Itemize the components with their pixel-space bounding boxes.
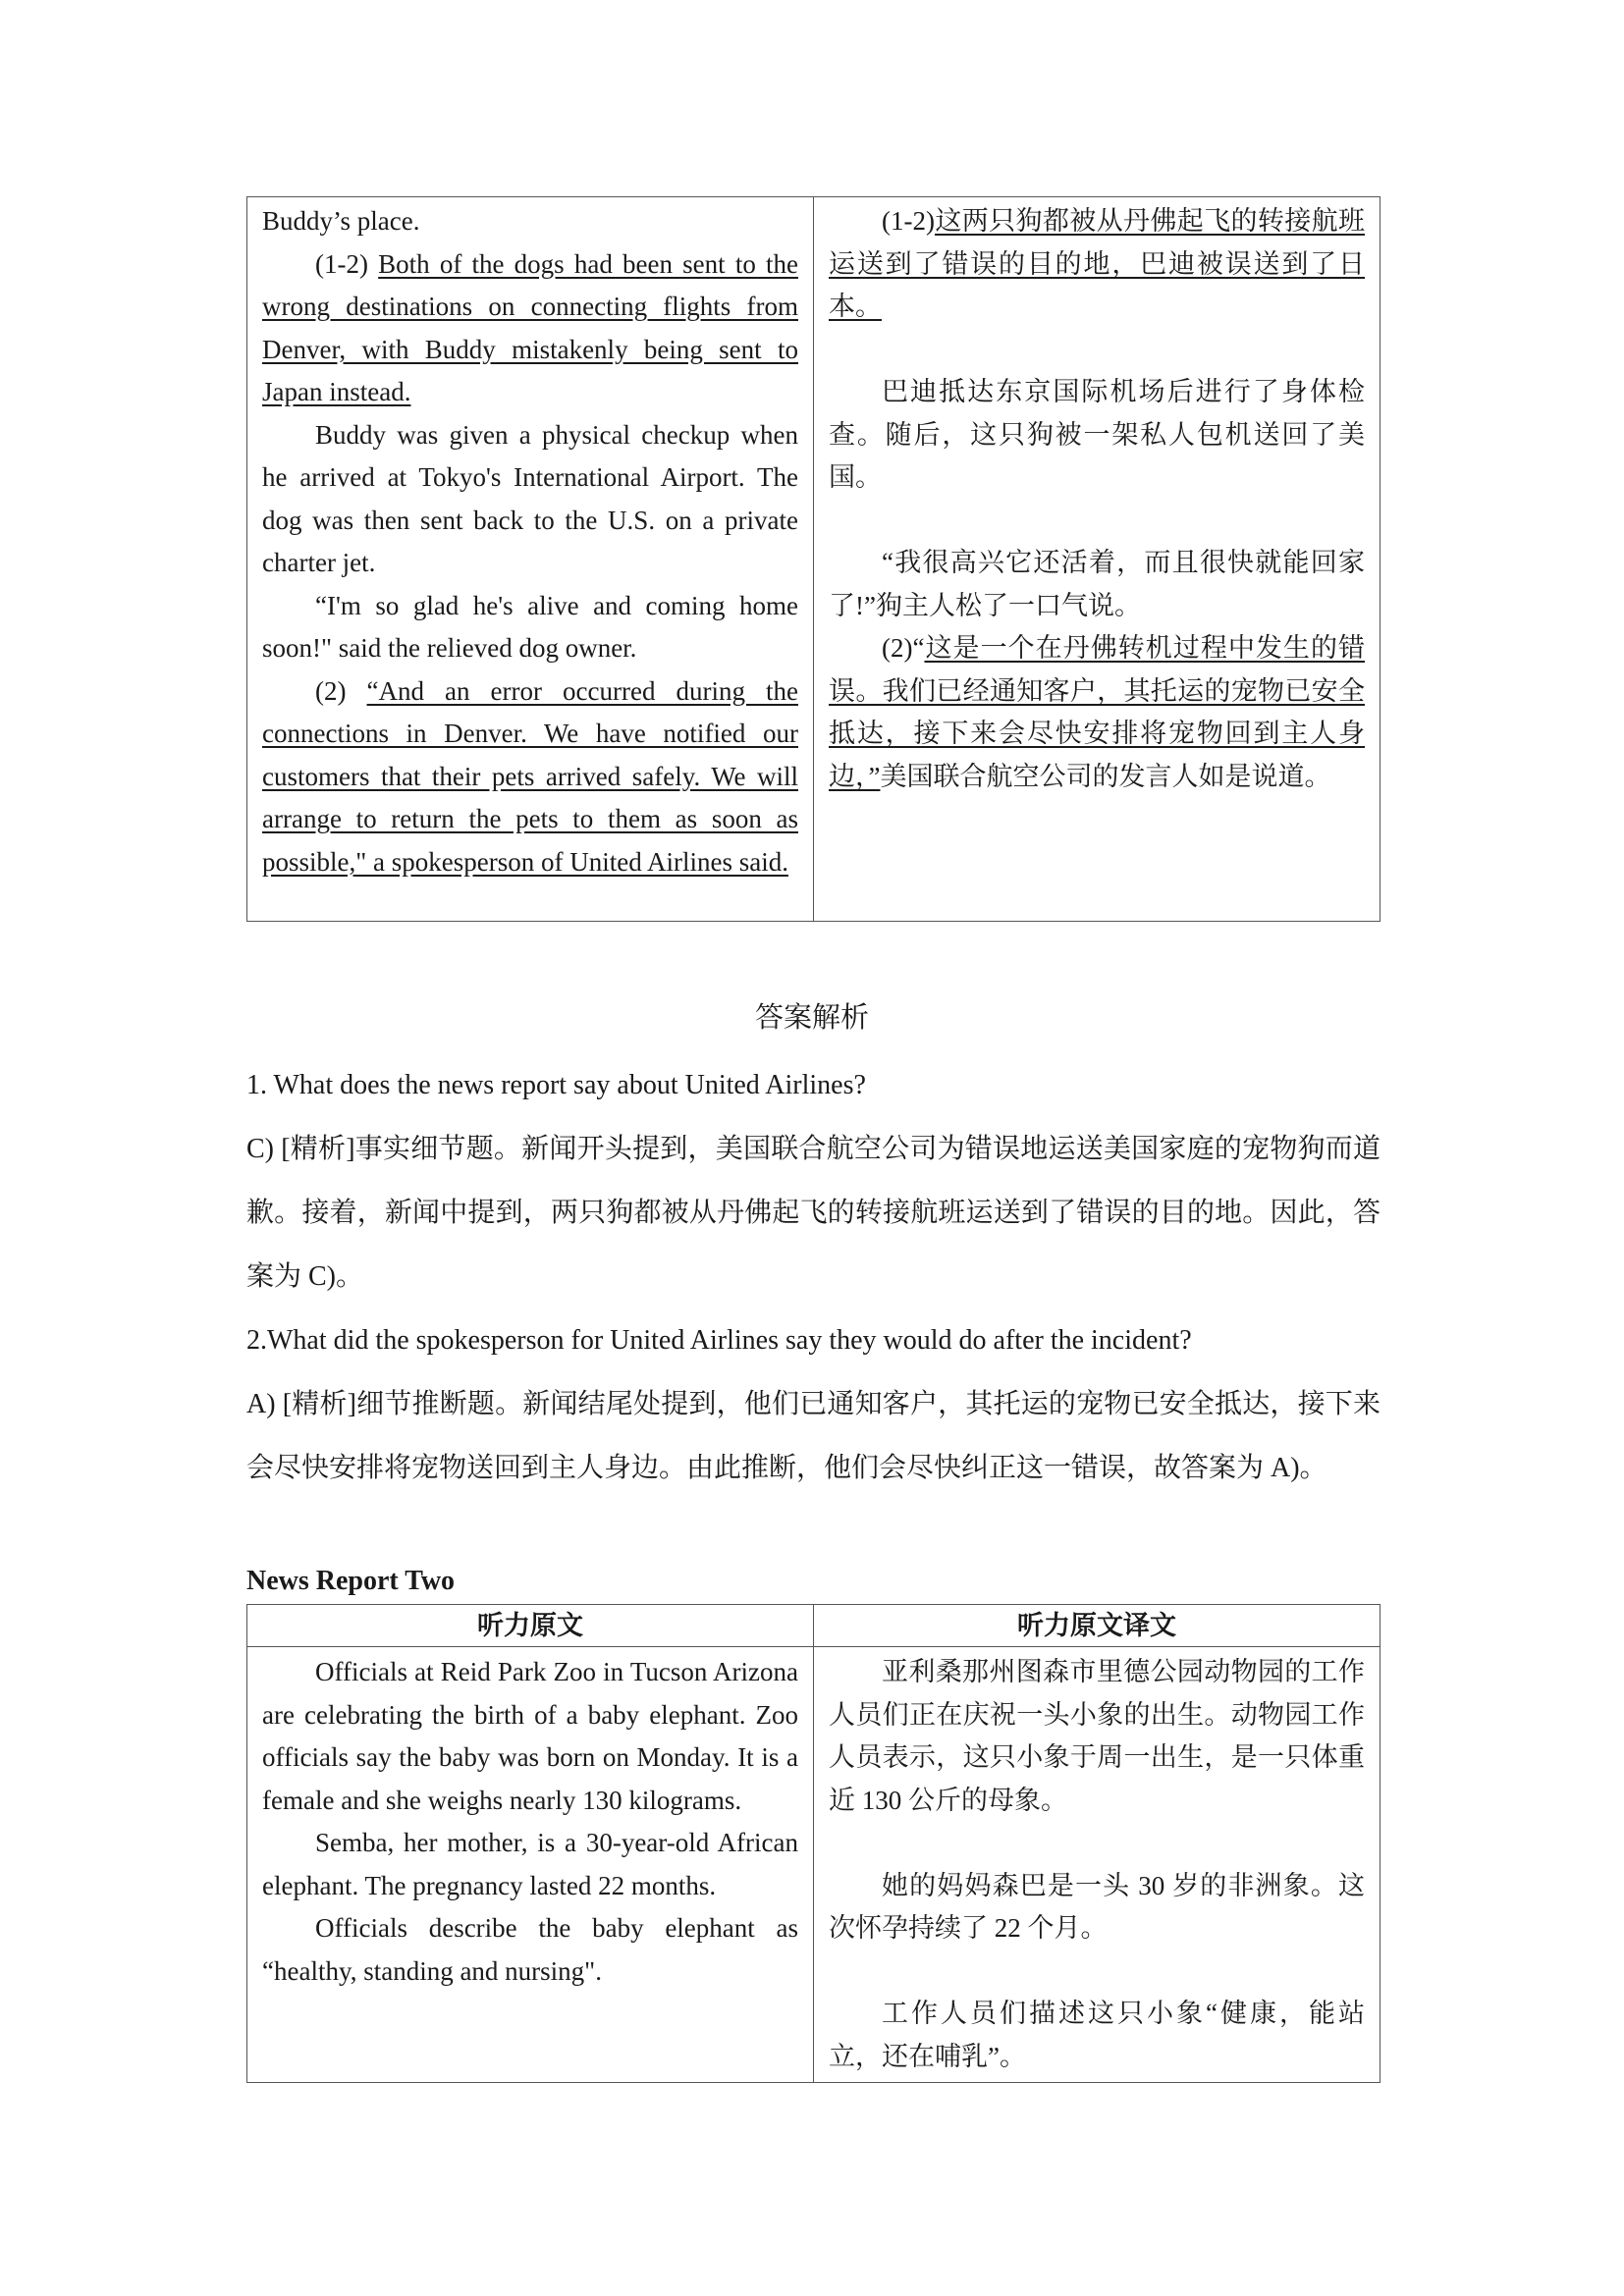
column-header-translation: 听力原文译文: [814, 1605, 1380, 1647]
report-one-table: [246, 196, 1380, 922]
key-sentence: “And an error occurred during the connections in Denver. We have notified our customers that their pets arrived safely. We will arrange to return the pets to them as soon as possible," a spokesperson of United Airlines said.: [262, 675, 798, 877]
key-sentence: 这两只狗都被从丹佛起飞的转接航班运送到了错误的目的地，巴迪被误送到了日本。: [829, 206, 1365, 321]
paragraph: Semba, her mother, is a 30-year-old African elephant. The pregnancy lasted 22 months.: [262, 1828, 798, 1900]
paragraph: Buddy’s place.: [262, 206, 420, 236]
paragraph: (1-2)这两只狗都被从丹佛起飞的转接航班运送到了错误的目的地，巴迪被误送到了日本。: [829, 206, 1365, 321]
question-1: 1. What does the news report say about United Airlines?: [246, 1070, 866, 1100]
report-two-chinese: [814, 1647, 1380, 2083]
answer-2: A) [精析]细节推断题。新闻结尾处提到，他们已通知客户，其托运的宠物已安全抵达，接下来会尽快安排将宠物送回到主人身边。由此推断，他们会尽快纠正这一错误，故答案为 A)。: [246, 1389, 1380, 1483]
paragraph: Officials at Reid Park Zoo in Tucson Arizona are celebrating the birth of a baby elephant. Zoo officials say the baby was born on Monday. It is a female and she weighs nearly 130 kilograms.: [262, 1657, 798, 1815]
report-one-chinese: [814, 197, 1380, 922]
question-2: 2.What did the spokesperson for United Airlines say they would do after the incident?: [246, 1325, 1192, 1356]
paragraph: “我很高兴它还活着，而且很快就能回家了!”狗主人松了一口气说。: [829, 548, 1365, 620]
paragraph: (1-2) Both of the dogs had been sent to the wrong destinations on connecting flights from Denver, with Buddy mistakenly being sent to Japan instead.: [262, 248, 798, 406]
paragraph: 工作人员们描述这只小象“健康，能站立，还在哺乳”。: [829, 1999, 1365, 2071]
report-two-english: [247, 1647, 814, 2083]
key-sentence: 这是一个在丹佛转机过程中发生的错误。我们已经通知客户，其托运的宠物已安全抵达，接下来会尽快安排将宠物回到主人身边，”: [829, 633, 1365, 791]
paragraph: (2)“这是一个在丹佛转机过程中发生的错误。我们已经通知客户，其托运的宠物已安全抵达，接下来会尽快安排将宠物回到主人身边，”美国联合航空公司的发言人如是说道。: [829, 633, 1365, 791]
paragraph: (2) “And an error occurred during the connections in Denver. We have notified our customers that their pets arrived safely. We will arrange to return the pets to them as soon as possible," a spokesperson of United Airlines said.: [262, 675, 798, 877]
section-heading: News Report Two: [246, 1566, 456, 1596]
column-header-original: 听力原文: [247, 1605, 814, 1647]
answer-block: [246, 1053, 1380, 1500]
answer-1: C) [精析]事实细节题。新闻开头提到，美国联合航空公司为错误地运送美国家庭的宠物狗而道歉。接着，新闻中提到，两只狗都被从丹佛起飞的转接航班运送到了错误的目的地。因此，答案为 C)。: [246, 1134, 1380, 1292]
report-one-english: [247, 197, 814, 922]
paragraph: “I'm so glad he's alive and coming home soon!" said the relieved dog owner.: [262, 590, 798, 663]
answer-analysis-title: 答案解析: [754, 1002, 869, 1034]
paragraph: 她的妈妈森巴是一头 30 岁的非洲象。这次怀孕持续了 22 个月。: [829, 1870, 1365, 1943]
key-sentence: Both of the dogs had been sent to the wrong destinations on connecting flights from Denver, with Buddy mistakenly being sent to Japan instead.: [262, 248, 798, 406]
paragraph: 亚利桑那州图森市里德公园动物园的工作人员们正在庆祝一头小象的出生。动物园工作人员表示，这只小象于周一出生，是一只体重近 130 公斤的母象。: [829, 1657, 1365, 1815]
paragraph: Officials describe the baby elephant as “healthy, standing and nursing".: [262, 1913, 798, 1986]
paragraph: Buddy was given a physical checkup when he arrived at Tokyo's International Airport. The dog was then sent back to the U.S. on a private charter jet.: [262, 419, 798, 577]
paragraph: 巴迪抵达东京国际机场后进行了身体检查。随后，这只狗被一架私人包机送回了美国。: [829, 377, 1365, 492]
report-two-table: [246, 1604, 1380, 2083]
